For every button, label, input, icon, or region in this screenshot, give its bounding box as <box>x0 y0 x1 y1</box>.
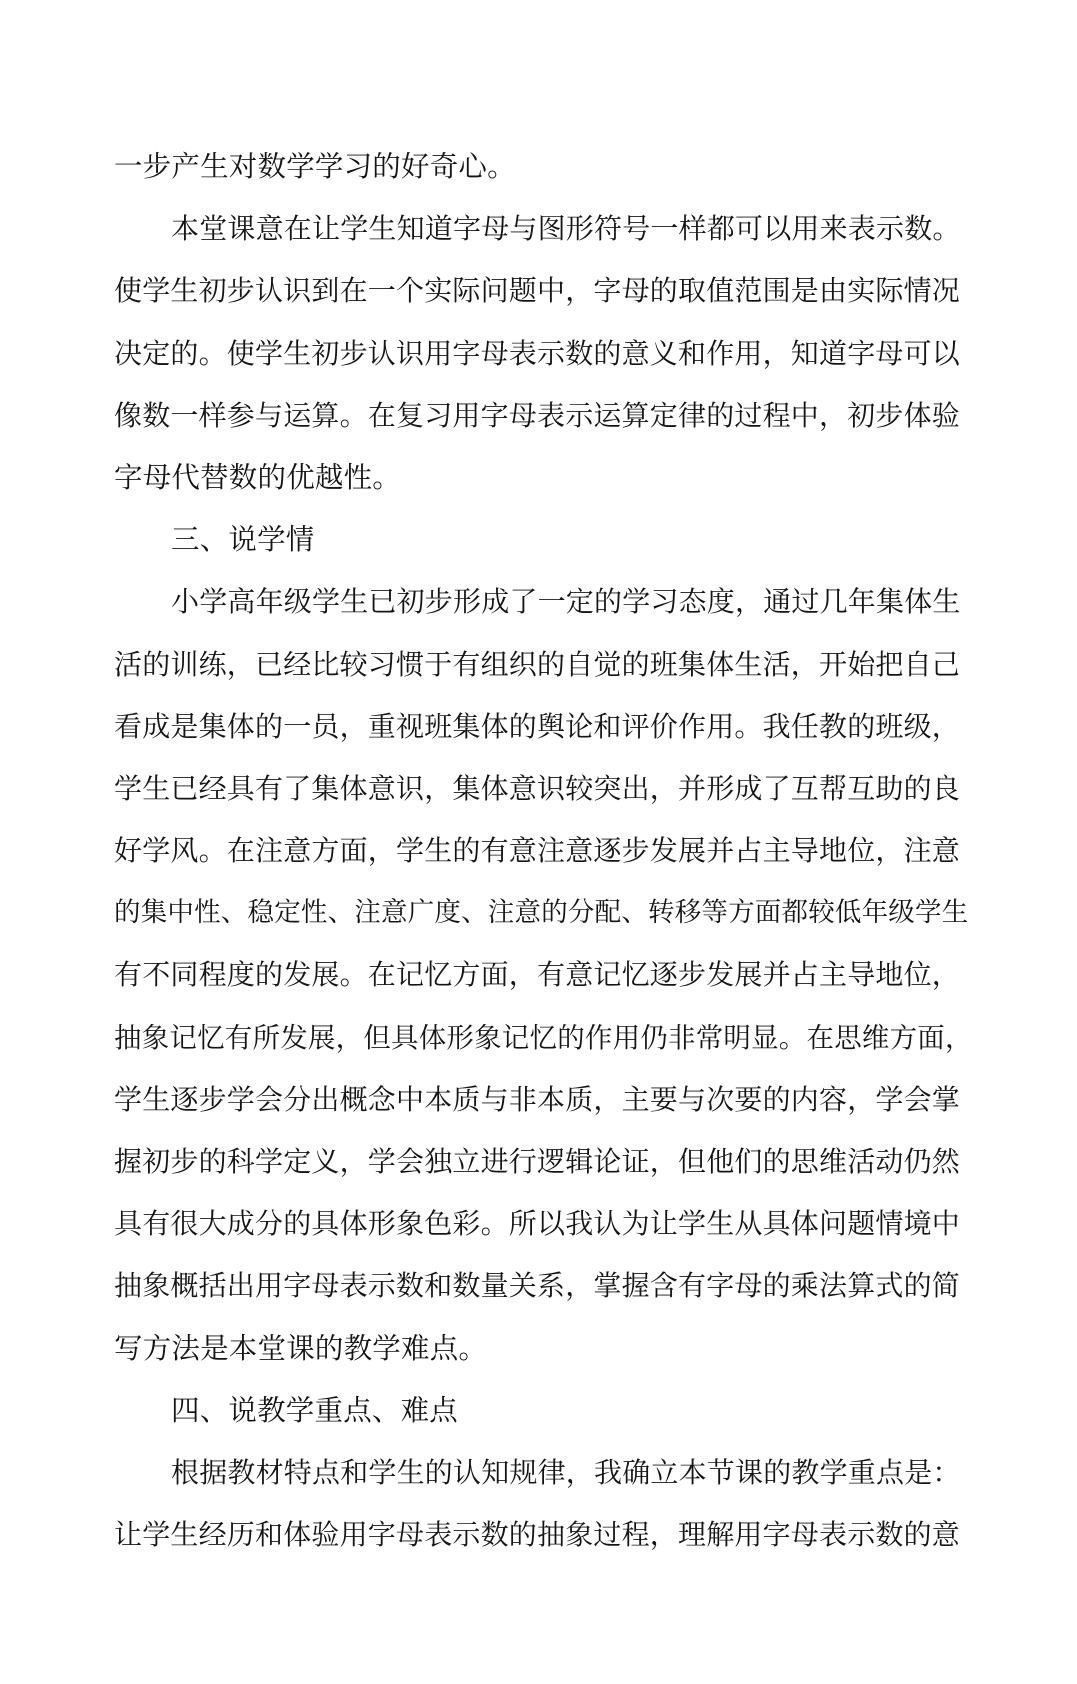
text-line: 像数一样参与运算。在复习用字母表示运算定律的过程中，初步体验 <box>114 398 961 432</box>
text-line: 使学生初步认识到在一个实际问题中，字母的取值范围是由实际情况 <box>114 274 961 308</box>
text-line: 抽象记忆有所发展，但具体形象记忆的作用仍非常明显。在思维方面， <box>114 1021 973 1054</box>
text-line: 的集中性、稳定性、注意广度、注意的分配、转移等方面都较低年级学生 <box>114 897 969 929</box>
text-line: 握初步的科学定义，学会独立进行逻辑论证，但他们的思维活动仍然 <box>114 1145 961 1178</box>
text-line: 具有很大成分的具体形象色彩。所以我认为让学生从具体问题情境中 <box>114 1207 961 1241</box>
text-line: 看成是集体的一员，重视班集体的舆论和评价作用。我任教的班级， <box>114 709 961 743</box>
text-line: 抽象概括出用字母表示数和数量关系，掌握含有字母的乘法算式的简 <box>114 1269 961 1303</box>
text-line: 本堂课意在让学生知道字母与图形符号一样都可以用来表示数。 <box>171 212 961 246</box>
text-line: 写方法是本堂课的教学难点。 <box>114 1331 488 1365</box>
text-line: 一步产生对数学学习的好奇心。 <box>114 150 516 183</box>
document-body <box>114 136 974 1566</box>
text-line: 好学风。在注意方面，学生的有意注意逐步发展并占主导地位，注意 <box>114 834 961 868</box>
text-line: 字母代替数的优越性。 <box>114 460 402 494</box>
text-line: 根据教材特点和学生的认知规律，我确立本节课的教学重点是： <box>171 1455 961 1489</box>
text-line: 决定的。使学生初步认识用字母表示数的意义和作用，知道字母可以 <box>114 336 961 370</box>
text-line: 学生逐步学会分出概念中本质与非本质，主要与次要的内容，学会掌 <box>114 1082 961 1116</box>
text-line: 让学生经历和体验用字母表示数的抽象过程，理解用字母表示数的意 <box>114 1518 961 1552</box>
text-line: 有不同程度的发展。在记忆方面，有意记忆逐步发展并占主导地位， <box>114 958 961 992</box>
text-line: 小学高年级学生已初步形成了一定的学习态度，通过几年集体生 <box>171 585 961 619</box>
text-line: 学生已经具有了集体意识，集体意识较突出，并形成了互帮互助的良 <box>114 771 961 805</box>
text-line: 活的训练，已经比较习惯于有组织的自觉的班集体生活，开始把自己 <box>114 647 961 681</box>
text-line: 三、说学情 <box>171 523 315 557</box>
text-line: 四、说教学重点、难点 <box>171 1393 459 1427</box>
